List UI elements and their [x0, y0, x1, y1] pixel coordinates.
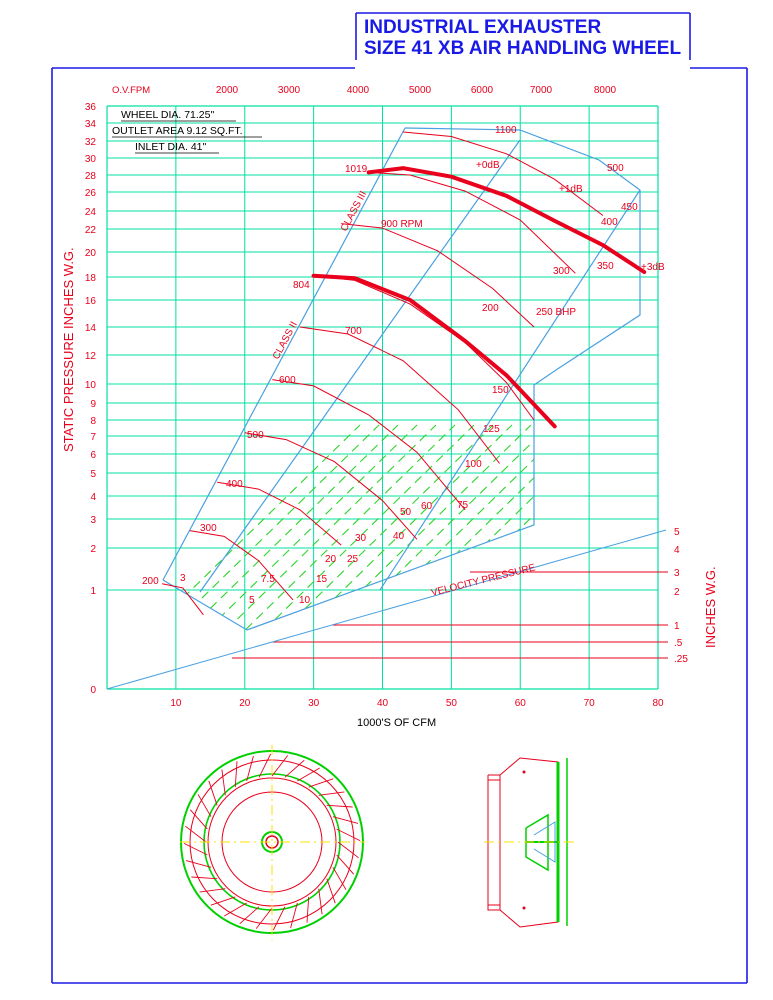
y-tick-label: 7: [90, 432, 96, 443]
rpm-label: 600: [279, 375, 296, 386]
y-tick-label: 18: [84, 273, 96, 284]
rpm-label: 500: [247, 430, 264, 441]
rpm-label: 804: [293, 280, 310, 291]
bhp-label: 350: [597, 261, 614, 272]
bhp-label: 75: [457, 500, 469, 511]
title-block: [356, 13, 690, 60]
rpm-label: 1019: [345, 164, 368, 175]
x-tick-label: 70: [583, 698, 595, 709]
y-tick-label: 34: [84, 119, 96, 130]
x-tick-label: 40: [376, 698, 389, 709]
vp-tick-label: .25: [674, 654, 688, 665]
class-iii-boundary: [380, 190, 640, 590]
bhp-label: 500: [607, 163, 624, 174]
class-ii-label: CLASS II: [270, 319, 300, 362]
wheel-blade: [200, 889, 226, 892]
y-tick-label: 26: [84, 188, 96, 199]
class-boundaries: [163, 128, 640, 630]
x-tick-label: 30: [308, 698, 320, 709]
x-tick-label: 80: [652, 698, 664, 709]
y-tick-label: 6: [90, 450, 96, 461]
bhp-label: 15: [316, 574, 328, 585]
bhp-line: [235, 425, 455, 640]
grid: [85, 85, 688, 709]
rpm-curve: [341, 224, 534, 327]
rpm-curve: [217, 482, 341, 545]
y-tick-label: 8: [90, 416, 96, 427]
wheel-notes: [112, 109, 262, 153]
noise-label: +3dB: [641, 262, 665, 273]
wheel-blade: [319, 889, 322, 915]
bhp-label: 450: [621, 202, 638, 213]
y-axis-label: STATIC PRESSURE INCHES W.G.: [61, 247, 76, 452]
bhp-line: [539, 425, 759, 640]
vp-tick-label: 4: [674, 545, 680, 556]
vp-tick-label: 1: [674, 621, 680, 632]
top-axis-label: O.V.FPM: [112, 85, 151, 96]
outlet-area-note: OUTLET AREA 9.12 SQ.FT.: [112, 125, 243, 137]
wheel-blade: [185, 826, 206, 842]
bhp-label: 250 BHP: [536, 307, 577, 318]
bhp-label: 100: [465, 459, 482, 470]
vp-tick-label: 2: [674, 587, 680, 598]
y-tick-label: 36: [84, 102, 96, 113]
rpm-label: 900 RPM: [381, 219, 423, 230]
ovfpm-tick-label: 5000: [408, 85, 432, 96]
bhp-line: [159, 425, 379, 640]
noise-label: +1dB: [559, 184, 583, 195]
y-tick-label: 10: [84, 380, 96, 391]
bhp-label: 300: [553, 266, 570, 277]
bhp-line: [406, 425, 626, 640]
ovfpm-tick-label: 3000: [277, 85, 301, 96]
rpm-curve: [245, 433, 417, 540]
ovfpm-tick-label: 8000: [593, 85, 617, 96]
ovfpm-tick-label: 4000: [346, 85, 370, 96]
wheel-blade: [319, 792, 345, 795]
rpm-label: 700: [345, 326, 362, 337]
vp-tick-label: 3: [674, 568, 680, 579]
ovfpm-tick-label: 6000: [470, 85, 494, 96]
title-line-1: INDUSTRIAL EXHAUSTER: [364, 17, 602, 38]
wheel-blade: [224, 903, 246, 916]
bhp-label: 60: [421, 501, 433, 512]
wheel-blade: [256, 908, 272, 929]
noise-label: +0dB: [476, 160, 500, 171]
bhp-line: [425, 425, 645, 640]
bhp-label: 125: [483, 424, 500, 435]
bhp-label: 25: [347, 554, 359, 565]
bhp-line: [558, 425, 773, 640]
y-tick-label: 5: [90, 469, 96, 480]
bhp-label: 400: [601, 217, 618, 228]
y-tick-label: 32: [84, 137, 96, 148]
wheel-blade: [333, 867, 346, 889]
x-tick-label: 60: [514, 698, 526, 709]
x-axis-label: 1000'S OF CFM: [357, 717, 437, 729]
x-tick-label: 50: [445, 698, 457, 709]
y-tick-label: 2: [90, 544, 96, 555]
bhp-label: 10: [299, 595, 311, 606]
bhp-line: [615, 425, 773, 640]
x-tick-label: 20: [239, 698, 251, 709]
wheel-dia-note: WHEEL DIA. 71.25": [121, 109, 215, 121]
wheel-blade: [198, 794, 211, 816]
bhp-line: [387, 425, 607, 640]
y-tick-label: 14: [84, 323, 96, 334]
bhp-line: [463, 425, 683, 640]
rpm-curve: [314, 276, 534, 420]
vp-tick-label: 5: [674, 527, 680, 538]
ovfpm-tick-label: 7000: [529, 85, 553, 96]
bhp-label: 7.5: [261, 574, 275, 585]
outer-boundary: [163, 128, 640, 630]
y-tick-label: 1: [90, 586, 96, 597]
velocity-pressure-label: VELOCITY PRESSURE: [430, 562, 537, 599]
y-tick-label: 4: [90, 492, 96, 503]
wheel-blade: [297, 768, 319, 781]
ovfpm-tick-label: 2000: [215, 85, 239, 96]
class-iii-label: CLASS III: [338, 189, 370, 234]
wheel-blade: [338, 842, 359, 858]
y-tick-label: 30: [84, 154, 96, 165]
bhp-line: [444, 425, 664, 640]
rpm-curve: [162, 584, 203, 615]
y-tick-label: 28: [84, 171, 96, 182]
bhp-label: 50: [400, 507, 412, 518]
title-line-2: SIZE 41 XB AIR HANDLING WHEEL: [364, 38, 682, 59]
y-tick-label: 12: [84, 351, 96, 362]
y-tick-label: 3: [90, 515, 96, 526]
y-tick-label: 0: [90, 685, 96, 696]
inlet-dia-note: INLET DIA. 41": [135, 141, 207, 153]
vp-tick-label: .5: [674, 638, 683, 649]
wheel-blade: [222, 770, 225, 796]
y-tick-label: 24: [84, 207, 96, 218]
rpm-label: 400: [226, 479, 243, 490]
y-tick-label: 20: [84, 248, 96, 259]
bhp-label: 3: [180, 573, 186, 584]
wheel-front-view: [180, 745, 365, 940]
rpm-label: 300: [200, 523, 217, 534]
bhp-label: 150: [492, 385, 509, 396]
right-axis-label: INCHES W.G.: [703, 566, 718, 648]
bold-limit-curve: [314, 276, 555, 427]
wheel-blade: [272, 755, 288, 776]
y-tick-label: 16: [84, 296, 96, 307]
bhp-label: 20: [325, 554, 337, 565]
bhp-label: 30: [355, 533, 367, 544]
rpm-label: 200: [142, 576, 159, 587]
bhp-label: 40: [393, 531, 405, 542]
bhp-label: 5: [249, 595, 255, 606]
wheel-side-view: [484, 758, 575, 927]
y-tick-label: 22: [84, 225, 96, 236]
y-tick-label: 9: [90, 399, 96, 410]
velocity-pressure-line: [107, 530, 666, 689]
x-tick-label: 10: [170, 698, 182, 709]
bhp-label: 200: [482, 303, 499, 314]
rpm-label: 1100: [495, 125, 517, 136]
drawing-frame: [52, 68, 747, 983]
